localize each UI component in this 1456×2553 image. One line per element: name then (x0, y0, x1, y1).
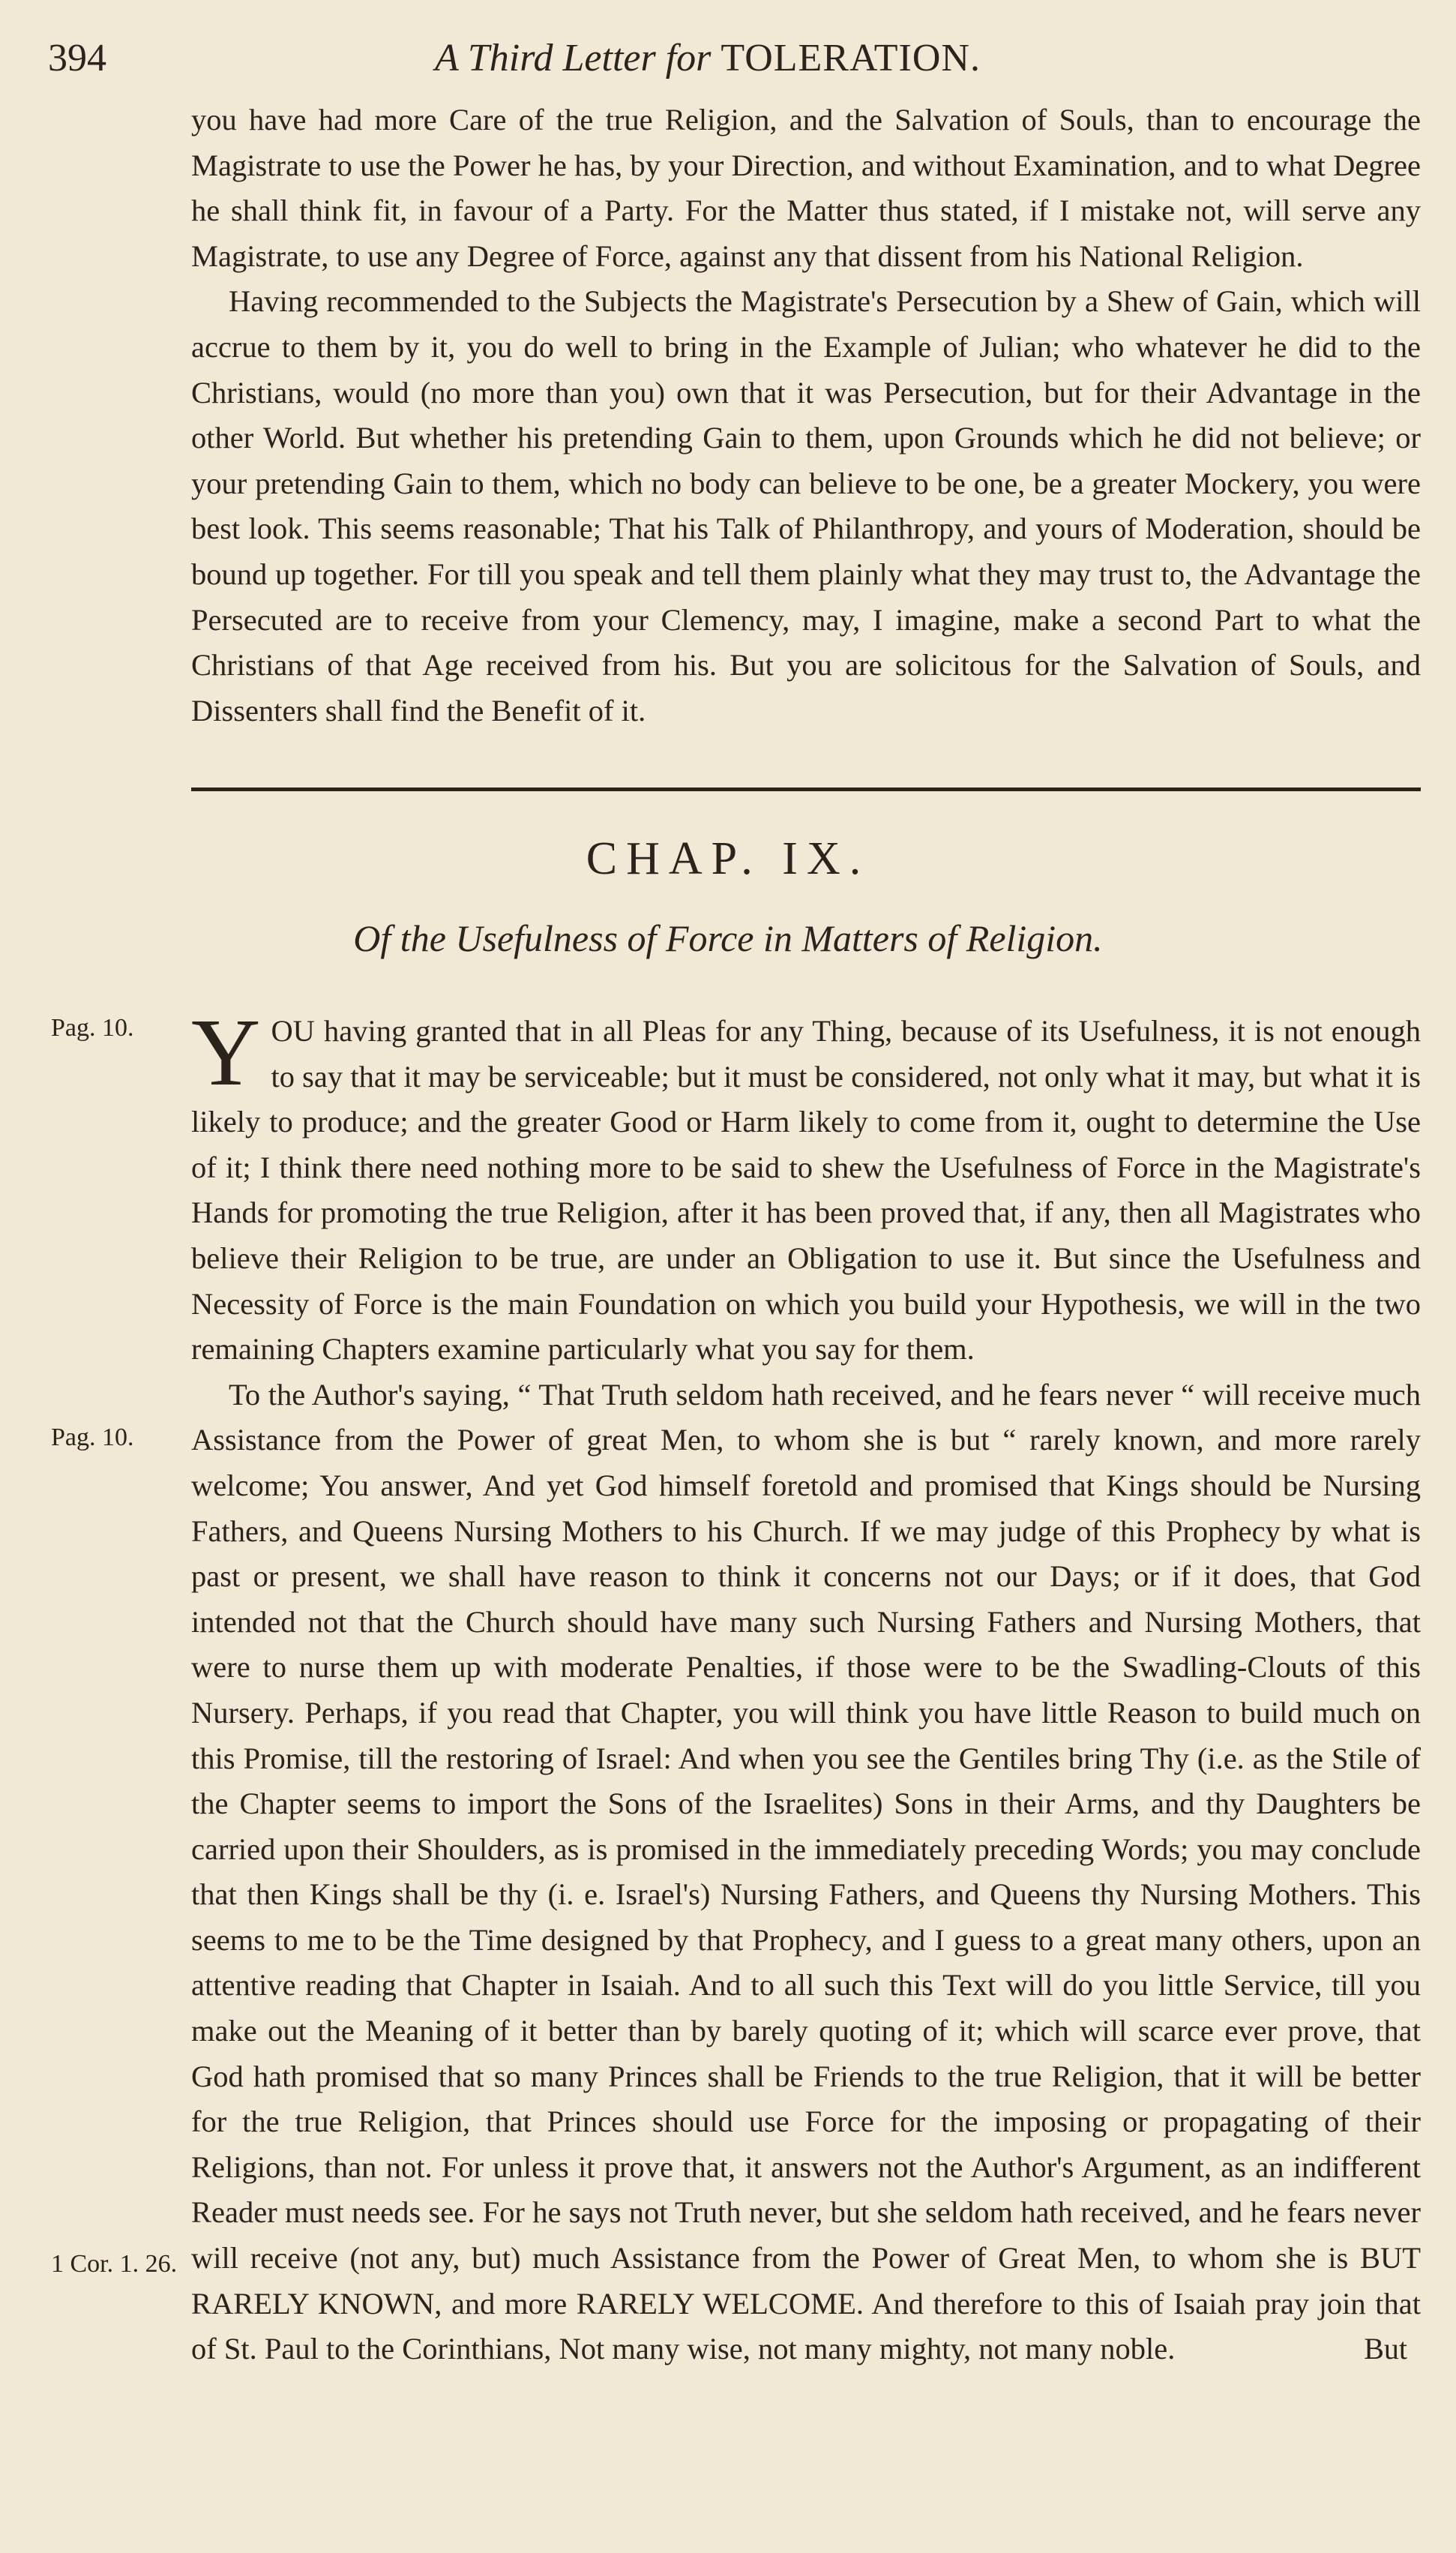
running-head-caps: TOLERATION. (721, 37, 981, 80)
chapter-title: CHAP. IX. (586, 833, 870, 884)
paragraph: Having recommended to the Subjects the Magistrate's Persecution by a Shew of Gain, which will accrue to them by it, you do well to bring in the Example of Julian; who whatever he did to the Christians, would (no more than you) own that it was Persecution, but for their Advantage in the other World. But whether his pretending Gain to them, upon Grounds which he did not believe; or your pretending Gain to them, which no body can believe to be one, be a greater Mockery, you were best look. This seems reasonable; That his Talk of Philanthropy, and yours of Moderation, should be bound up together. For till you speak and tell them plainly what they may trust to, the Advantage the Persecuted are to receive from your Clemency, may, I imagine, make a second Part to what the Christians of that Age received from his. But you are solicitous for the Salvation of Souls, and Dissenters shall find the Benefit of it. (191, 284, 1421, 728)
margin-note: 1 Cor. 1. 26. (51, 2250, 178, 2278)
paragraph-text: OU having granted that in all Pleas for any Thing, because of its Usefulness, it is not enough to say that it may be serviceable; but it must be considered, not only what it may, but what it is likely to produce; and the greater Good or Harm likely to come from it, ought to determine the Use of it; I think there need nothing more to be said to shew the Usefulness of Force in the Magistrate's Hands for promoting the true Religion, after it has been proved that, if any, then all Magistrates who believe their Religion to be true, are under an Obligation to use it. But since the Usefulness and Necessity of Force is the main Foundation on which you build your Hypothesis, we will in the two remaining Chapters examine particularly what you say for them. (191, 1014, 1421, 1366)
running-head (435, 36, 981, 80)
paragraph: To the Author's saying, “ That Truth seldom hath received, and he fears never “ will receive much Assistance from the Power of great Men, to whom she is but “ rarely known, and more rarely welcome; You answer, And yet God himself foretold and promised that Kings should be Nursing Fathers, and Queens Nursing Mothers to his Church. If we may judge of this Prophecy by what is past or present, we shall have reason to think it concerns not our Days; or if it does, that God intended not that the Church should have many such Nursing Fathers and Nursing Mothers, that were to nurse them up with moderate Penalties, if those were to be the Swadling-Clouts of this Nursery. Perhaps, if you read that Chapter, you will think you have little Reason to build much on this Promise, till the restoring of Israel: And when you see the Gentiles bring Thy (i.e. as the Stile of the Chapter seems to import the Sons of the Israelites) Sons in their Arms, and thy Daughters be carried upon their Shoulders, as is promised in the immediately preceding Words; you may conclude that then Kings shall be thy (i. e. Israel's) Nursing Fathers, and Queens thy Nursing Mothers. This seems to me to be the Time designed by that Prophecy, and I guess to a great many others, upon an attentive reading that Chapter in Isaiah. And to all such this Text will do you little Service, till you make out the Meaning of it better than by barely quoting of it; which will scarce ever prove, that God hath promised that so many Princes shall be Friends to the true Religion, that it will be better for the true Religion, that Princes should use Force for the imposing or propagating of their Religions, than not. For unless it prove that, it answers not the Author's Argument, as an indifferent Reader must needs see. For he says not Truth never, but she seldom hath received, and he fears never will receive (not any, but) much Assistance from the Power of Great Men, to whom she is BUT RARELY KNOWN, and more RARELY WELCOME. And therefore to this of Isaiah pray join that of St. Paul to the Corinthians, Not many wise, not many mighty, not many noble. (191, 1377, 1421, 2366)
section-divider (191, 788, 1421, 791)
main-text-block (191, 999, 1421, 2372)
paragraph (191, 999, 1421, 1372)
paragraph: you have had more Care of the true Religion, and the Salvation of Souls, than to encourage the Magistrate to use the Power he has, by your Direction, and without Examination, and to what Degree he shall think fit, in favour of a Party. For the Matter thus stated, if I mistake not, will serve any Magistrate, to use any Degree of Force, against any that dissent from his National Religion. (191, 103, 1421, 273)
top-text-block (191, 98, 1421, 734)
margin-note: Pag. 10. (51, 1424, 134, 1451)
running-head-italic: A Third Letter for (435, 37, 712, 80)
drop-cap: Y (191, 999, 261, 1106)
page-number: 394 (48, 37, 106, 80)
margin-note: Pag. 10. (51, 1014, 134, 1042)
chapter-subtitle: Of the Usefulness of Force in Matters of Religion. (353, 917, 1103, 959)
catchword: But (1364, 2332, 1407, 2366)
page-header (0, 36, 1456, 96)
